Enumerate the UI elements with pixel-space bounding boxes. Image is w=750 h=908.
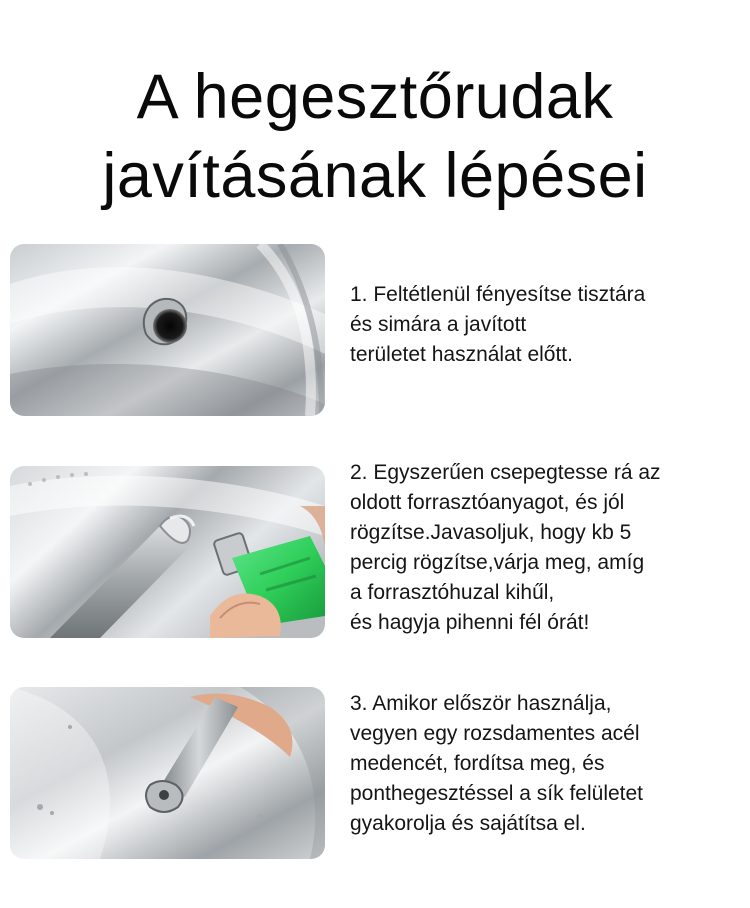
title-line-1: A hegesztőrudak [136,62,614,132]
step-1 [10,244,750,416]
step-3-line-4: ponthegesztéssel a sík felületet [350,782,644,805]
step-2-line-6: és hagyja pihenni fél órát! [350,611,590,634]
step-3-line-3: medencét, fordítsa meg, és [350,752,605,775]
metal-bowl-hole-photo [10,244,325,416]
step-1-line-3: területet használat előtt. [350,343,573,366]
step-3-line-2: vegyen egy rozsdamentes acél [350,722,640,745]
step-3-line-5: gyakorolja és sajátítsa el. [350,812,586,835]
step-2-line-5: a forrasztóhuzal kihűl, [350,581,555,604]
step-3-line-1: 3. Amikor először használja, [350,692,612,715]
step-2-line-3: rögzítse.Javasoljuk, hogy kb 5 [350,521,632,544]
page-title [0,58,750,216]
step-3 [10,687,750,859]
step-3-text [350,689,750,839]
step-1-text [350,280,750,370]
rod-spot-welding-photo [10,687,325,859]
step-2-text [350,458,750,638]
step-1-line-1: 1. Feltétlenül fényesítse tisztára [350,283,646,306]
welding-rod-lighter-photo [10,466,325,638]
title-line-2: javításának lépései [102,141,648,211]
step-2 [10,461,750,638]
step-1-line-2: és simára a javított [350,313,527,336]
step-2-line-1: 2. Egyszerűen csepegtesse rá az [350,461,661,484]
step-2-line-2: oldott forrasztóanyagot, és jól [350,491,625,514]
step-2-line-4: percig rögzítse,várja meg, amíg [350,551,645,574]
